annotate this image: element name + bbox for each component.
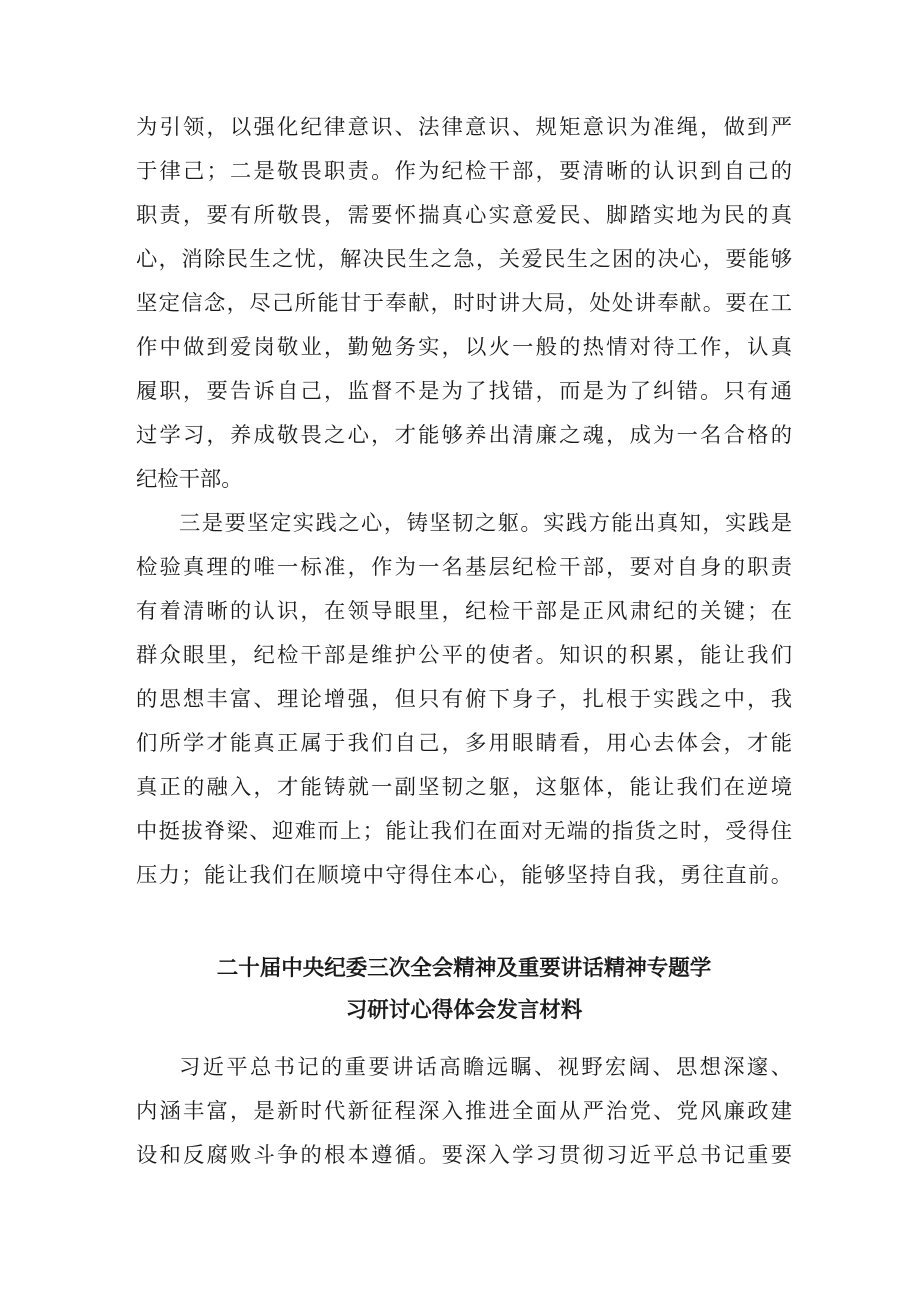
text-line: 的思想丰富、理论增强，但只有俯下身子，扎根于实践之中，我 [136,687,792,712]
paragraph-intro [136,1046,792,1178]
text-line: 中挺拔脊梁、迎难而上；能让我们在面对无端的指货之时，受得住 [136,819,792,844]
section-title-continued: 习研讨心得体会发言材料 [345,998,583,1023]
text-line: 压力；能让我们在顺境中守得住本心，能够坚持自我，勇往直前。 [136,863,792,888]
text-line: 内涵丰富，是新时代新征程深入推进全面从严治党、党风廉政建 [136,1099,792,1124]
text-line: 心，消除民生之忧，解决民生之急，关爱民生之困的决心，要能够 [136,247,792,272]
text-line: 有着清晰的认识，在领导眼里，纪检干部是正风肃纪的关键；在 [136,599,792,624]
text-line: 们所学才能真正属于我们自己，多用眼睛看，用心去体会，才能 [136,731,792,756]
paragraph-practice [136,502,792,898]
text-line: 设和反腐败斗争的根本遵循。要深入学习贯彻习近平总书记重要 [136,1143,792,1168]
text-line: 作中做到爱岗敬业，勤勉务实，以火一般的热情对待工作，认真 [136,335,792,360]
text-line: 习近平总书记的重要讲话高瞻远瞩、视野宏阔、思想深邃、 [179,1055,792,1080]
text-line: 为引领，以强化纪律意识、法律意识、规矩意识为准绳，做到严 [136,115,792,140]
text-line: 检验真理的唯一标准，作为一名基层纪检干部，要对自身的职责 [136,555,792,580]
text-line: 职责，要有所敬畏，需要怀揣真心实意爱民、脚踏实地为民的真 [136,203,792,228]
text-line: 过学习，养成敬畏之心，才能够养出清廉之魂，成为一名合格的 [136,423,792,448]
text-line: 纪检干部。 [136,467,243,492]
section-title: 二十届中央纪委三次全会精神及重要讲话精神专题学 [216,956,712,981]
text-line: 真正的融入，才能铸就一副坚韧之躯，这躯体，能让我们在逆境 [136,775,792,800]
paragraph-duty-awe [136,106,792,502]
text-line: 坚定信念，尽己所能甘于奉献，时时讲大局，处处讲奉献。要在工 [136,291,792,316]
text-line: 于律己；二是敬畏职责。作为纪检干部，要清晰的认识到自己的 [136,159,792,184]
text-line: 履职，要告诉自己，监督不是为了找错，而是为了纠错。只有通 [136,379,792,404]
text-line: 群众眼里，纪检干部是维护公平的使者。知识的积累，能让我们 [136,643,792,668]
text-line: 三是要坚定实践之心，铸坚韧之躯。实践方能出真知，实践是 [179,511,792,536]
